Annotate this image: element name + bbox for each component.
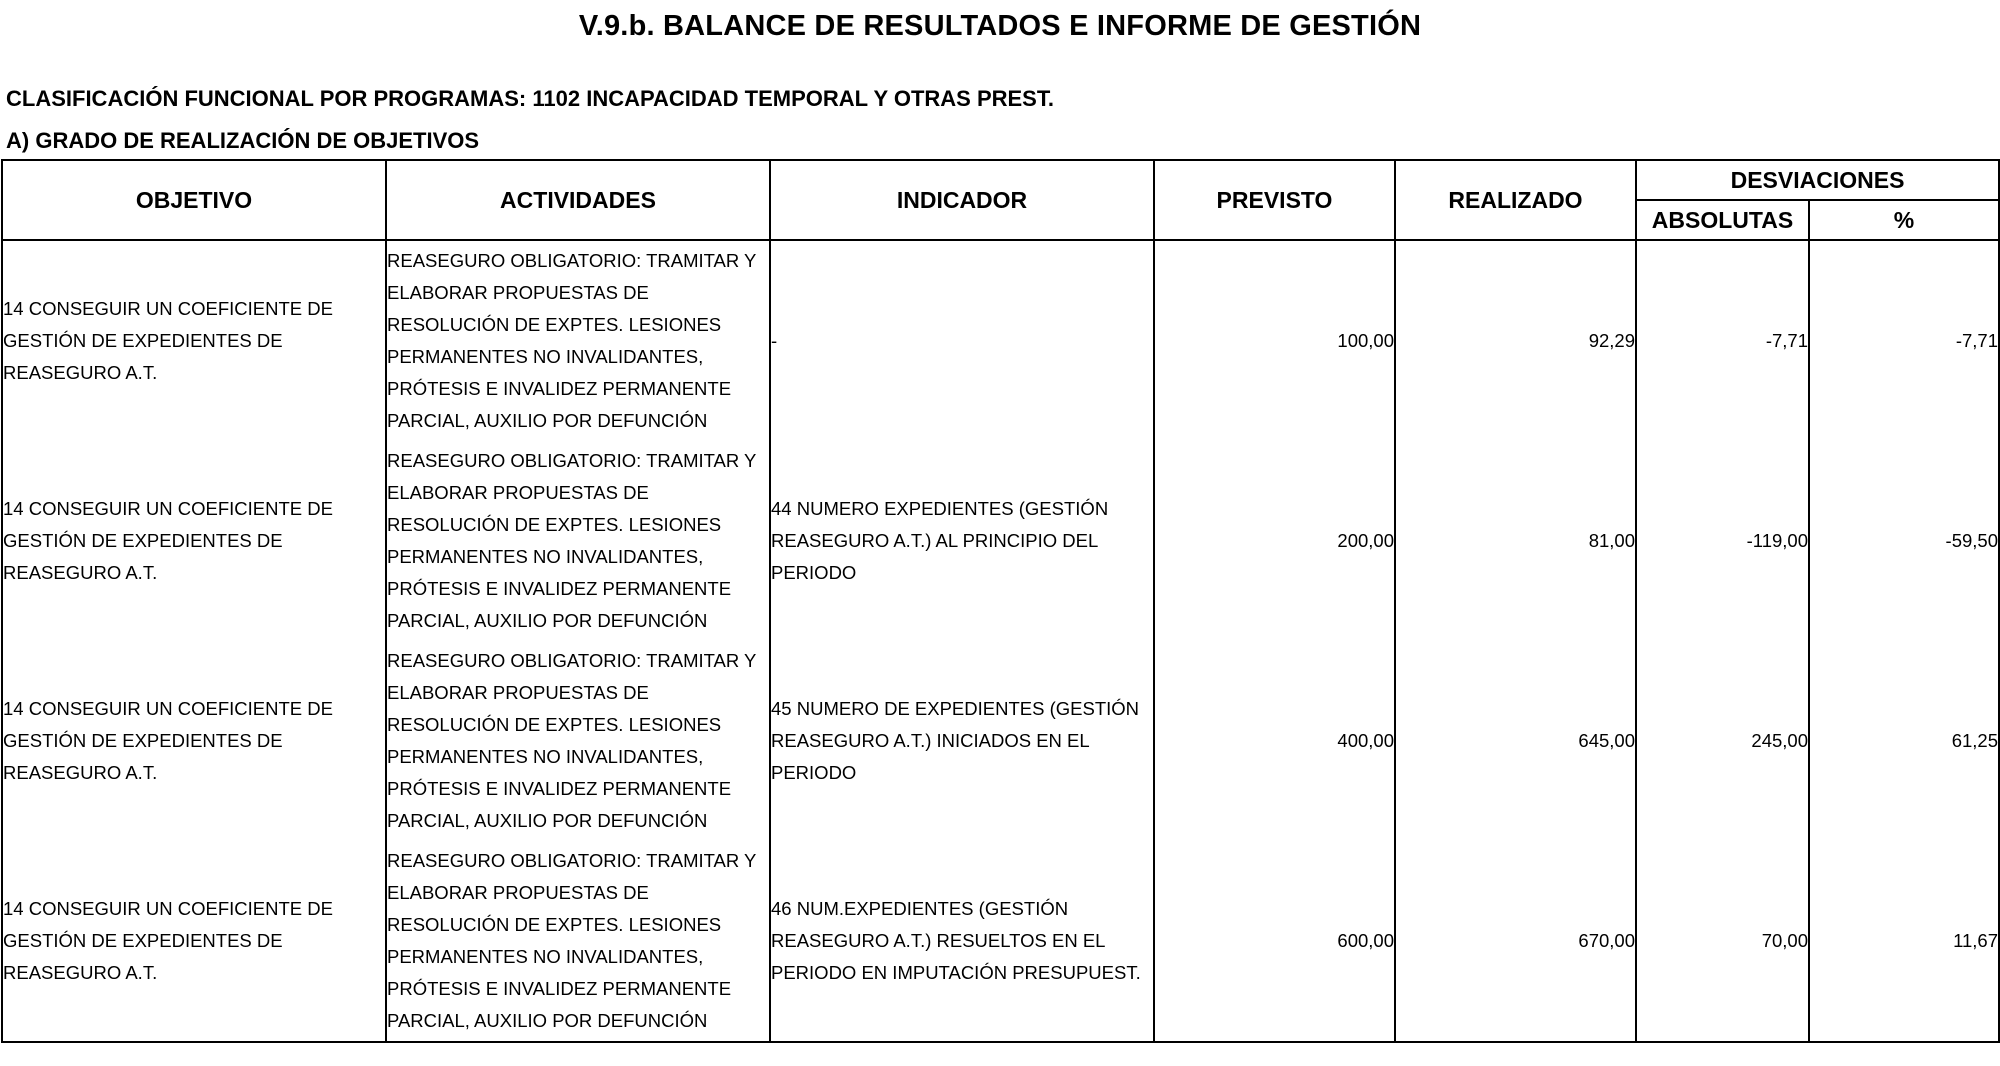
indicador-text: 44 NUMERO EXPEDIENTES (GESTIÓN REASEGURO A.T.) AL PRINCIPIO DEL PERIODO bbox=[771, 498, 1109, 583]
classification-heading: CLASIFICACIÓN FUNCIONAL POR PROGRAMAS: 1102 INCAPACIDAD TEMPORAL Y OTRAS PREST. bbox=[6, 86, 1054, 111]
page-title: V.9.b. BALANCE DE RESULTADOS E INFORME DE GESTIÓN bbox=[578, 10, 1422, 42]
objetivo-text: 14 CONSEGUIR UN COEFICIENTE DE GESTIÓN DE EXPEDIENTES DE REASEGURO A.T. bbox=[3, 498, 333, 583]
cell-actividades bbox=[386, 441, 770, 641]
header-realizado: REALIZADO bbox=[1395, 160, 1636, 240]
indicador-text: - bbox=[771, 330, 778, 351]
cell-previsto: 100,00 bbox=[1154, 240, 1395, 441]
objetivo-text: 14 CONSEGUIR UN COEFICIENTE DE GESTIÓN DE EXPEDIENTES DE REASEGURO A.T. bbox=[3, 898, 333, 983]
cell-indicador bbox=[770, 441, 1154, 641]
cell-realizado: 81,00 bbox=[1395, 441, 1636, 641]
table-row bbox=[2, 240, 1999, 441]
header-indicador: INDICADOR bbox=[770, 160, 1154, 240]
cell-realizado: 670,00 bbox=[1395, 841, 1636, 1042]
cell-absolutas: 70,00 bbox=[1636, 841, 1809, 1042]
objetivo-text: 14 CONSEGUIR UN COEFICIENTE DE GESTIÓN DE EXPEDIENTES DE REASEGURO A.T. bbox=[3, 298, 333, 383]
header-absolutas: ABSOLUTAS bbox=[1636, 200, 1809, 240]
cell-previsto: 200,00 bbox=[1154, 441, 1395, 641]
section-heading: A) GRADO DE REALIZACIÓN DE OBJETIVOS bbox=[6, 128, 480, 153]
cell-actividades bbox=[386, 841, 770, 1042]
cell-porcentaje: 61,25 bbox=[1809, 641, 1999, 841]
cell-absolutas: -119,00 bbox=[1636, 441, 1809, 641]
cell-previsto: 400,00 bbox=[1154, 641, 1395, 841]
cell-realizado: 92,29 bbox=[1395, 240, 1636, 441]
cell-realizado: 645,00 bbox=[1395, 641, 1636, 841]
cell-objetivo bbox=[2, 240, 386, 441]
header-desviaciones: DESVIACIONES bbox=[1636, 160, 1999, 200]
cell-indicador bbox=[770, 841, 1154, 1042]
actividades-text: REASEGURO OBLIGATORIO: TRAMITAR Y ELABORAR PROPUESTAS DE RESOLUCIÓN DE EXPTES. LESIONES PERMANENTES NO INVALIDANTES, PRÓTESIS E INVALIDEZ PERMANENTE PARCIAL, AUXILIO POR DEFUNCIÓN bbox=[387, 650, 757, 831]
indicador-text: 45 NUMERO DE EXPEDIENTES (GESTIÓN REASEGURO A.T.) INICIADOS EN EL PERIODO bbox=[771, 698, 1140, 783]
header-porcentaje: % bbox=[1809, 200, 1999, 240]
cell-porcentaje: -59,50 bbox=[1809, 441, 1999, 641]
actividades-text: REASEGURO OBLIGATORIO: TRAMITAR Y ELABORAR PROPUESTAS DE RESOLUCIÓN DE EXPTES. LESIONES PERMANENTES NO INVALIDANTES, PRÓTESIS E INVALIDEZ PERMANENTE PARCIAL, AUXILIO POR DEFUNCIÓN bbox=[387, 250, 757, 431]
cell-indicador bbox=[770, 641, 1154, 841]
table-row bbox=[2, 841, 1999, 1042]
cell-porcentaje: 11,67 bbox=[1809, 841, 1999, 1042]
table-body bbox=[2, 240, 1999, 1042]
cell-previsto: 600,00 bbox=[1154, 841, 1395, 1042]
cell-actividades bbox=[386, 240, 770, 441]
actividades-text: REASEGURO OBLIGATORIO: TRAMITAR Y ELABORAR PROPUESTAS DE RESOLUCIÓN DE EXPTES. LESIONES PERMANENTES NO INVALIDANTES, PRÓTESIS E INVALIDEZ PERMANENTE PARCIAL, AUXILIO POR DEFUNCIÓN bbox=[387, 850, 757, 1031]
cell-indicador bbox=[770, 240, 1154, 441]
cell-objetivo bbox=[2, 441, 386, 641]
cell-objetivo bbox=[2, 641, 386, 841]
cell-absolutas: -7,71 bbox=[1636, 240, 1809, 441]
header-actividades: ACTIVIDADES bbox=[386, 160, 770, 240]
table-header bbox=[2, 160, 1999, 240]
table-row bbox=[2, 641, 1999, 841]
cell-actividades bbox=[386, 641, 770, 841]
cell-porcentaje: -7,71 bbox=[1809, 240, 1999, 441]
objectives-table bbox=[1, 159, 2000, 1043]
cell-objetivo bbox=[2, 841, 386, 1042]
indicador-text: 46 NUM.EXPEDIENTES (GESTIÓN REASEGURO A.T.) RESUELTOS EN EL PERIODO EN IMPUTACIÓN PRESUPUEST. bbox=[771, 898, 1141, 983]
objetivo-text: 14 CONSEGUIR UN COEFICIENTE DE GESTIÓN DE EXPEDIENTES DE REASEGURO A.T. bbox=[3, 698, 333, 783]
cell-absolutas: 245,00 bbox=[1636, 641, 1809, 841]
table-row bbox=[2, 441, 1999, 641]
actividades-text: REASEGURO OBLIGATORIO: TRAMITAR Y ELABORAR PROPUESTAS DE RESOLUCIÓN DE EXPTES. LESIONES PERMANENTES NO INVALIDANTES, PRÓTESIS E INVALIDEZ PERMANENTE PARCIAL, AUXILIO POR DEFUNCIÓN bbox=[387, 450, 757, 631]
header-objetivo: OBJETIVO bbox=[2, 160, 386, 240]
header-previsto: PREVISTO bbox=[1154, 160, 1395, 240]
